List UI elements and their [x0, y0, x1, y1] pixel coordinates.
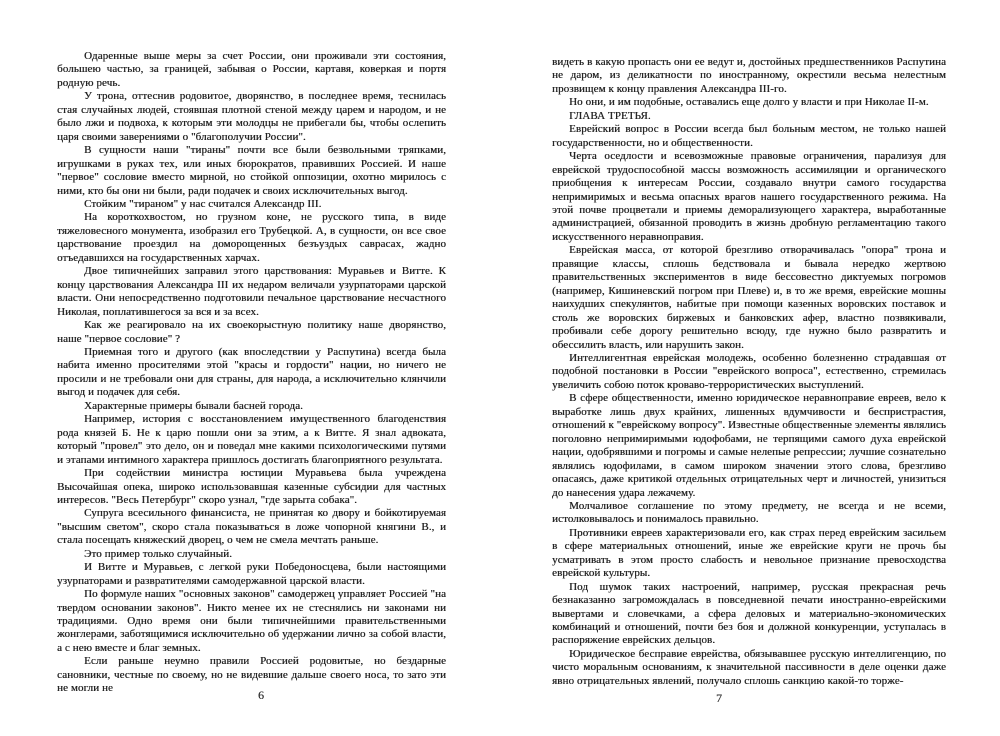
left-page-text: [57, 50, 446, 696]
paragraph: Характерные примеры бывали басней города.: [84, 399, 303, 412]
paragraph: Интеллигентная еврейская молодежь, особенно болезненно страдавшая от подобной постановки в России "еврейского вопроса", естественно, стремилась увеличить собою поток кроваво-террористических выступлений.: [552, 351, 946, 391]
right-page-number: 7: [716, 691, 722, 705]
paragraph: Черта оседлости и всевозможные правовые ограничения, парализуя для еврейской трудоспособной массы возможность ассимиляции и органического приобщения к интересам России, создавало внутри самого государства непримиримых и весьма опасных врагов нашего государственного режима. На этой почве процветали и приемы деморализующего характера, выработанные администрацией, обязанной проводить в жизнь дробную регламентацию такого искусственного неравноправия.: [552, 150, 946, 243]
paragraph: Противники евреев характеризовали его, как страх перед еврейским засильем в сфере материальных отношений, иные же еврейские круги не прочь бы усматривать в этом просто слабость и невольное признание превосходства еврейской культуры.: [552, 526, 946, 580]
paragraph: Двое типичнейших заправил этого царствования: Муравьев и Витте. К концу царствования Александра III их недаром величали узурпаторами царской власти. Они непосредственно подготовили печальное царствование несчастного Николая, поплатившегося за вся и за всех.: [57, 265, 446, 318]
paragraph: Приемная того и другого (как впоследствии у Распутина) всегда была набита именно просителями этой "красы и гордости" нации, но ничего не просили и не требовали они для страны, для народа, а исключительно клянчили выгод и подачек для себя.: [57, 345, 446, 399]
paragraph: Если раньше неумно правили Россией родовитые, но бездарные сановники, честные по своему, но не видевшие дальше своего носа, то зато эти не могли не: [57, 655, 446, 695]
paragraph: У трона, оттеснив родовитое, дворянство, в последнее время, теснилась стая случайных людей, стоявшая плотной стеной между царем и народом, и не было лжи и подвоха, к которым эти молодцы не прибегали бы, чтобы ослепить царя своими заверениями о "благополучии России".: [57, 90, 446, 143]
paragraph: Например, история с восстановлением имущественного благоденствия рода князей Б. Не к царю пошли они за этим, а к Витте. Я знал адвоката, который "провел" это дело, он и поведал мне какими психологическими путями и этапами интимного характера пришлось достигать благоприятного результата.: [57, 413, 446, 466]
paragraph: В сфере общественности, именно юридическое неравноправие евреев, вело к выработке лишь двух крайних, лишенных вдумчивости и беспристрастия, отношений к "еврейскому вопросу". Известные общественные элементы являлись поголовно непримиримыми юдофобами, не терпящими самого духа еврейской нации, одобрявшими и погромы и самые нелепые репрессии; лучшие сознательно являлись юдофилами, в самом широком значении этого слова, брезгливо опасаясь, даже критикой отдельных отрицательных черт и личностей, унизиться до нанесения удара лежачему.: [552, 392, 946, 499]
paragraph: Юридическое бесправие еврейства, обязывавшее русскую интеллигенцию, по чисто моральным основаниям, к значительной пассивности в деле оценки даже явно отрицательных явлений, получало сплошь санкцию какой-то торже-: [552, 647, 946, 687]
paragraph: При содействии министра юстиции Муравьева была учреждена Высочайшая опека, широко использовавшая казенные субсидии для частных интересов. "Весь Петербург" скоро узнал, "где зарыта собака".: [57, 467, 446, 506]
paragraph: Одаренные выше меры за счет России, они проживали эти состояния, большею частью, за границей, забывая о России, картавя, коверкая и портя родную речь.: [57, 50, 446, 89]
paragraph: По формуле наших "основных законов" самодержец управляет Россией "на твердом основании законов". Никто менее их не стеснялись ни законами ни традициями. Одно время они были типичнейшими правительственными жонглерами, заботящимися исключительно об удержании лично за собой власти, а с нею вместе и благ земных.: [57, 588, 446, 654]
paragraph: В сущности наши "тираны" почти все были безвольными тряпками, игрушками в руках тех, или иных бюрократов, правивших Россией. И наше "первое" сословие вместо мирной, но стойкой оппозиции, охотно мирилось с ними, кто бы они ни были, ради подачек и своих исключительных выгод.: [57, 144, 446, 197]
paragraph: На короткохвостом, но грузном коне, не русского типа, в виде тяжеловесного монумента, изобразил его Трубецкой. А, в сущности, он все свое царствование проездил на доморощенных безъуздых саврасах, жадно отъедавшихся на государственных харчах.: [57, 211, 446, 264]
paragraph: Стойким "тираном" у нас считался Александр III.: [84, 197, 322, 210]
paragraph: Молчаливое соглашение по этому предмету, не всегда и не всеми, истолковывалось и понималось правильно.: [552, 499, 946, 526]
paragraph: видеть в какую пропасть они ее ведут и, достойных предшественников Распутина не даром, из деликатности по иностранному, окрестили весьма нелестным прозвищем к концу правления Александра III-го.: [552, 56, 946, 95]
paragraph: И Витте и Муравьев, с легкой руки Победоносцева, были настоящими узурпаторами и развратителями самодержавной царской власти.: [57, 561, 446, 587]
paragraph: Еврейская масса, от которой брезгливо отворачивалась "опора" трона и правящие классы, сплошь бедствовала и бывала нередко жертвою правительственных экспериментов в виде бессовестно диктуемых погромов (например, Кишиневский погром при Плеве) и, в то же время, еврейские мошны наихудших спекулянтов, набитые при помощи казенных воровских поставок и столь же воровских биржевых и банковских афер, властно позвякивали, пробивали себе дорогу решительно всюду, где нужно было развратить и обессилить власть, или нарушить закон.: [552, 244, 946, 351]
paragraph: Под шумок таких настроений, например, русская прекрасная речь безнаказанно загромождалась в повседневной печати иностранно-еврейскими вывертами и словечками, а сфера деловых и материально-экономических комбинаций и отношений, почти без боя и должной конкуренции, уступалась в распоряжение еврейских дельцов.: [552, 580, 946, 647]
right-page-text: [552, 56, 946, 688]
left-page-number: 6: [258, 688, 264, 702]
paragraph: Это пример только случайный.: [84, 547, 232, 560]
chapter-heading: ГЛАВА ТРЕТЬЯ.: [569, 109, 651, 122]
paragraph: Как же реагировало на их своекорыстную политику наше дворянство, наше "первое сословие" ?: [57, 319, 446, 345]
paragraph: Но они, и им подобные, оставались еще долго у власти и при Николае II-м.: [569, 96, 929, 109]
paragraph: Еврейский вопрос в России всегда был больным местом, не только нашей государственности, но и общественности.: [552, 123, 946, 149]
paragraph: Супруга всесильного финансиста, не принятая ко двору и бойкотируемая "высшим светом", скоро стала показываться в ложе чопорной княгини В., и стала посещать княжеский дворец, о чем не смела мечтать раньше.: [57, 507, 446, 547]
